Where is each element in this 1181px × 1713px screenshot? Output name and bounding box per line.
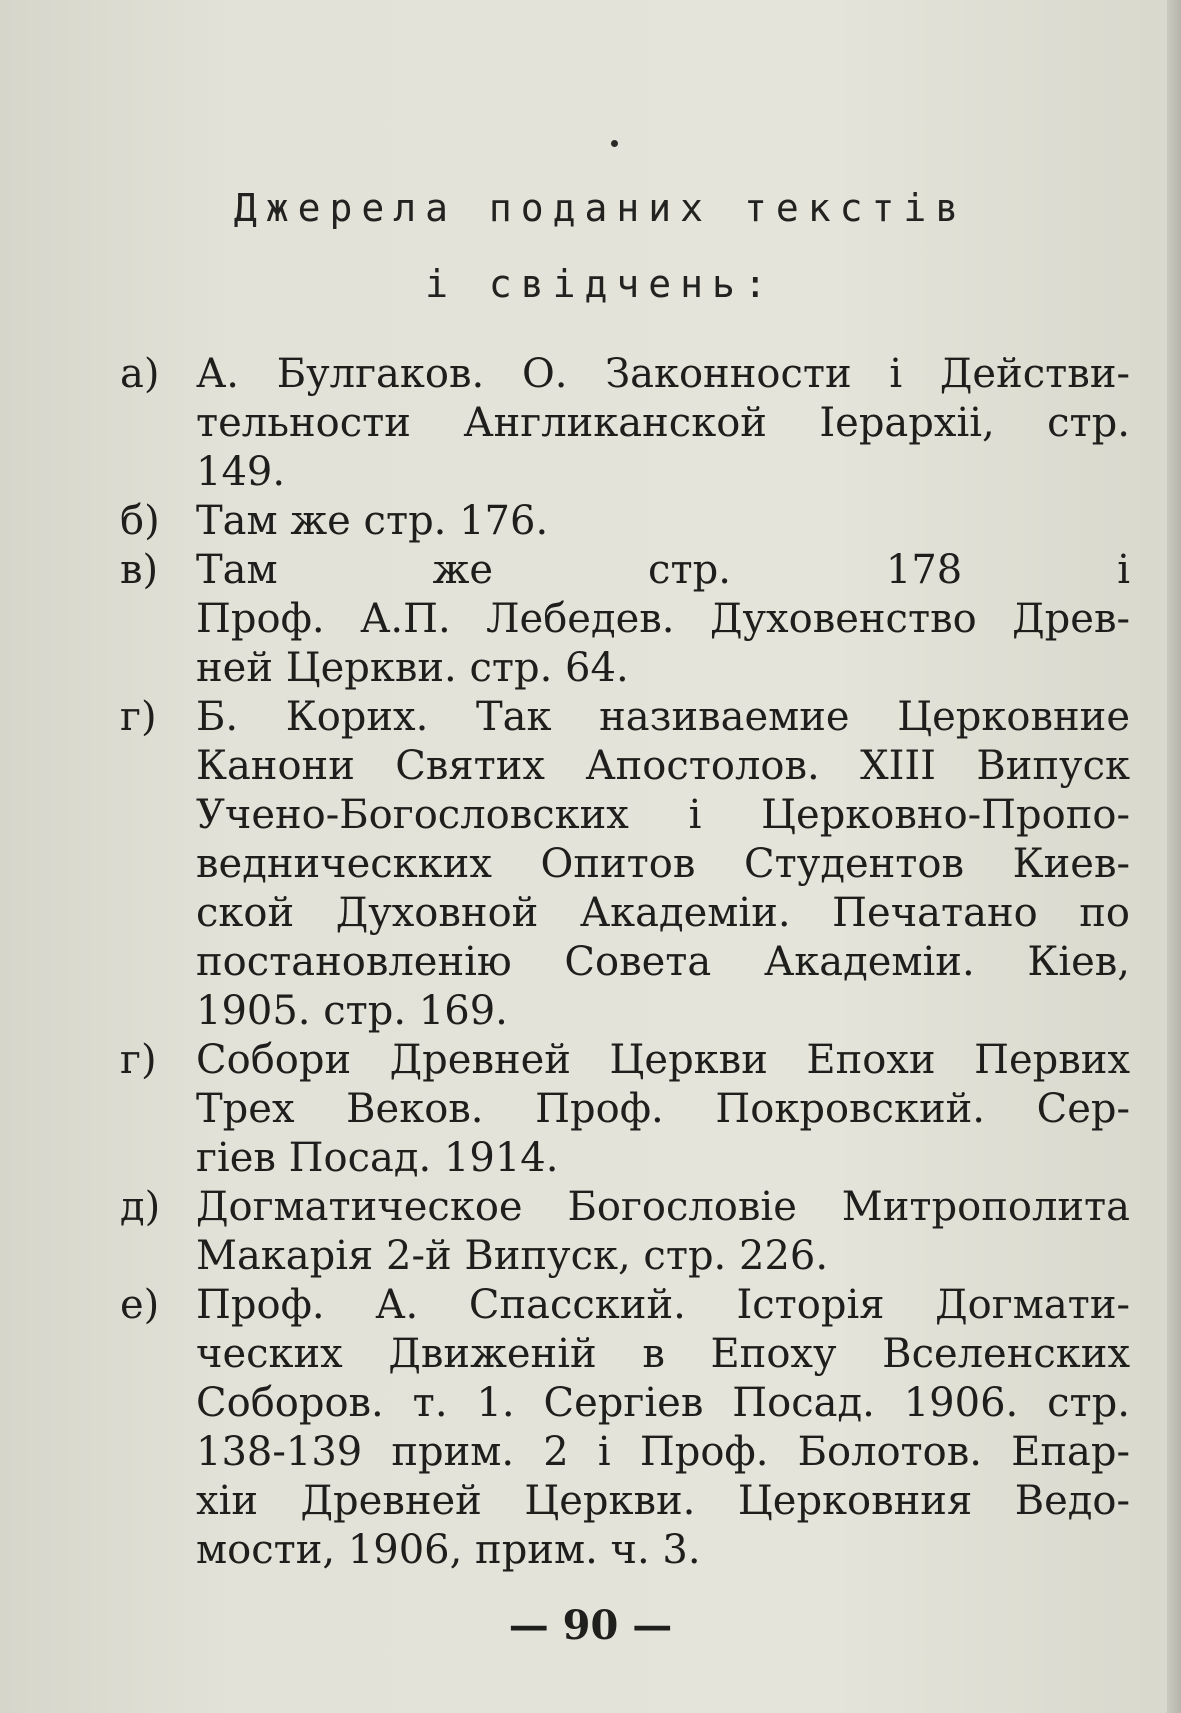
source-entry xyxy=(120,546,1130,693)
entry-text-line: Макарія 2-й Випуск, стр. 226. xyxy=(196,1233,829,1279)
entry-text-line: ческих Движеній в Епоху Вселенских xyxy=(196,1331,1130,1377)
printed-dot xyxy=(611,140,618,147)
entry-text-line: ней Церкви. стр. 64. xyxy=(196,645,629,691)
entry-label: г) xyxy=(120,1037,157,1083)
source-entry xyxy=(120,497,1130,546)
sources-list xyxy=(120,350,1130,1575)
entry-text-line: 1905. стр. 169. xyxy=(196,988,508,1034)
entry-text-line: гіев Посад. 1914. xyxy=(196,1135,559,1181)
entry-text-line: А. Булгаков. О. Законности і Действи- xyxy=(196,351,1130,397)
entry-text-line: Собори Древней Церкви Епохи Первих xyxy=(196,1037,1130,1083)
page-edge xyxy=(1167,0,1181,1713)
entry-text-line: мости, 1906, прим. ч. 3. xyxy=(196,1527,701,1573)
entry-text-line: хіи Древней Церкви. Церковния Ведо- xyxy=(196,1478,1130,1524)
entry-text-line: Там же стр. 178 і xyxy=(196,547,1130,593)
entry-text-line: ведническких Опитов Студентов Киев- xyxy=(196,841,1130,887)
entry-label: в) xyxy=(120,547,159,593)
entry-text-line: 149. xyxy=(196,449,286,495)
source-entry xyxy=(120,1036,1130,1183)
source-entry xyxy=(120,350,1130,497)
entry-label: а) xyxy=(120,351,160,397)
heading-line-1: Джерела поданих текстів xyxy=(233,186,968,230)
entry-text-line: Учено-Богословских і Церковно-Пропо- xyxy=(196,792,1130,838)
entry-label: б) xyxy=(120,498,160,544)
entry-text-line: тельности Англиканской Іерархіі, стр. xyxy=(196,400,1130,446)
entry-text-line: Проф. А.П. Лебедев. Духовенство Древ- xyxy=(196,596,1130,642)
entry-text-line: постановленію Совета Академіи. Кіев, xyxy=(196,939,1130,985)
entry-text-line: Там же стр. 176. xyxy=(196,498,549,544)
entry-label: г) xyxy=(120,694,157,740)
entry-text-line: Канони Святих Апостолов. XIII Випуск xyxy=(196,743,1130,789)
entry-label: е) xyxy=(120,1282,160,1328)
entry-text-line: 138-139 прим. 2 і Проф. Болотов. Епар- xyxy=(196,1429,1130,1475)
entry-text-line: Проф. А. Спасский. Історія Догмати- xyxy=(196,1282,1130,1328)
source-entry xyxy=(120,1183,1130,1281)
entry-label: д) xyxy=(120,1184,161,1230)
source-entry xyxy=(120,1281,1130,1575)
entry-text-line: Трех Веков. Проф. Покровский. Сер- xyxy=(196,1086,1130,1132)
entry-text-line: Соборов. т. 1. Сергіев Посад. 1906. стр. xyxy=(196,1380,1130,1426)
entry-text-line: Б. Корих. Так називаемие Церковние xyxy=(196,694,1130,740)
page-number: — 90 — xyxy=(508,1602,673,1649)
entry-text-line: Догматическое Богословіе Митрополита xyxy=(196,1184,1130,1230)
heading-line-2: і свідчень: xyxy=(425,262,776,306)
entry-text-line: ской Духовной Академіи. Печатано по xyxy=(196,890,1130,936)
source-entry xyxy=(120,693,1130,1036)
